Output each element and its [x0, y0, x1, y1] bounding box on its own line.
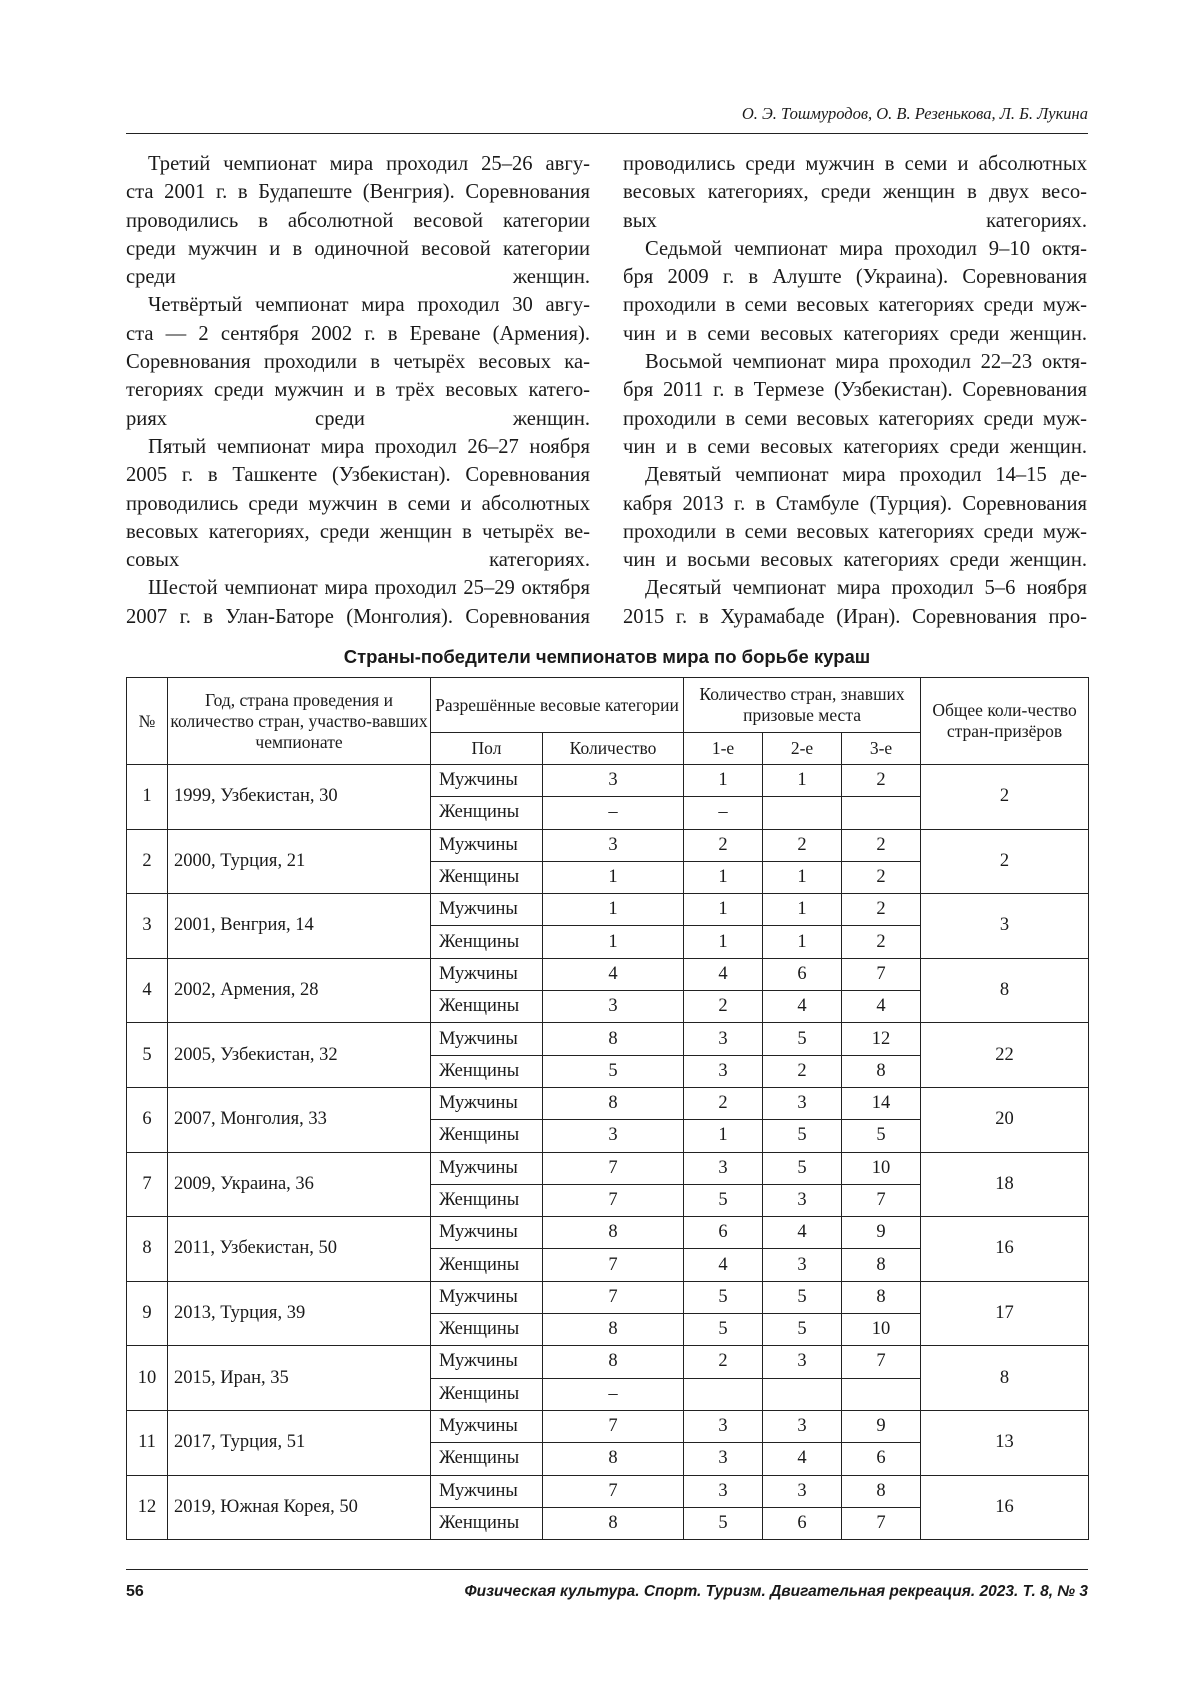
page-number: 56	[126, 1583, 144, 1600]
place-2-cell: 3	[763, 1249, 842, 1281]
row-number-cell: 11	[127, 1410, 168, 1475]
total-cell: 13	[921, 1410, 1089, 1475]
sex-cell: Женщины	[431, 1249, 543, 1281]
place-3-cell: 9	[842, 1217, 921, 1249]
place-1-cell: 5	[684, 1314, 763, 1346]
place-3-cell: 9	[842, 1410, 921, 1442]
place-3-cell	[842, 797, 921, 829]
place-1-cell: 1	[684, 861, 763, 893]
sex-cell: Мужчины	[431, 1152, 543, 1184]
paragraph: Десятый чемпионат мира проходил 5–6 ноября 2015 г. в Хурамабаде (Иран). Соревнования про-	[623, 577, 1087, 628]
place-1-cell: 2	[684, 991, 763, 1023]
event-cell: 1999, Узбекистан, 30	[168, 765, 431, 830]
total-cell: 2	[921, 829, 1089, 894]
place-2-cell: 4	[763, 991, 842, 1023]
place-3-cell	[842, 1378, 921, 1410]
place-3-cell: 2	[842, 861, 921, 893]
place-3-cell: 10	[842, 1314, 921, 1346]
sex-cell: Мужчины	[431, 1023, 543, 1055]
sex-cell: Мужчины	[431, 1475, 543, 1507]
place-2-cell: 1	[763, 894, 842, 926]
place-3-cell: 14	[842, 1087, 921, 1119]
paragraph: Восьмой чемпионат мира проходил 22–23 октя- бря 2011 г. в Термезе (Узбекистан). Соревнования проходили в семи весовых категориях среди муж- чин и в семи весовых категориях среди женщин.	[623, 351, 1087, 458]
place-2-cell: 4	[763, 1217, 842, 1249]
sex-cell: Мужчины	[431, 1087, 543, 1119]
paragraph: Седьмой чемпионат мира проходил 9–10 октя- бря 2009 г. в Алуште (Украина). Соревнования проходили в семи весовых категориях среди муж- чин и в семи весовых категориях среди женщин.	[623, 237, 1087, 345]
category-count-cell: 8	[543, 1314, 684, 1346]
sex-cell: Женщины	[431, 1378, 543, 1410]
category-count-cell: 1	[543, 894, 684, 926]
place-1-cell: 1	[684, 765, 763, 797]
table-row	[127, 1346, 1089, 1378]
category-count-cell: 7	[543, 1249, 684, 1281]
paragraph: Пятый чемпионат мира проходил 26–27 ноября 2005 г. в Ташкенте (Узбекистан). Соревнования проводились среди мужчин в семи и абсолютных весовых категориях, среди женщин в четырёх ве- совых категориях.	[126, 435, 590, 572]
place-3-cell: 6	[842, 1443, 921, 1475]
right-text-column	[623, 150, 1087, 631]
category-count-cell: 4	[543, 958, 684, 990]
sex-cell: Женщины	[431, 1443, 543, 1475]
sex-cell: Мужчины	[431, 765, 543, 797]
category-count-cell: 8	[543, 1443, 684, 1475]
header-total: Общее коли-чество стран-призёров	[921, 678, 1089, 765]
place-1-cell: 3	[684, 1023, 763, 1055]
event-cell: 2009, Украина, 36	[168, 1152, 431, 1217]
place-3-cell: 8	[842, 1475, 921, 1507]
place-3-cell: 4	[842, 991, 921, 1023]
table-row	[127, 1410, 1089, 1442]
place-1-cell: 3	[684, 1410, 763, 1442]
row-number-cell: 9	[127, 1281, 168, 1346]
paragraph: Четвёртый чемпионат мира проходил 30 авгу- ста — 2 сентября 2002 г. в Ереване (Армения). Соревнования проходили в четырёх весовых ка- тегориях среди мужчин и в трёх весовых катего- риях среди женщин.	[126, 294, 590, 430]
sex-cell: Женщины	[431, 1055, 543, 1087]
place-1-cell: 4	[684, 958, 763, 990]
sex-cell: Мужчины	[431, 958, 543, 990]
total-cell: 16	[921, 1475, 1089, 1540]
table-row	[127, 1152, 1089, 1184]
paragraph: Шестой чемпионат мира проходил 25–29 октября 2007 г. в Улан-Баторе (Монголия). Соревнования	[126, 577, 590, 628]
place-1-cell: 1	[684, 926, 763, 958]
place-1-cell: 6	[684, 1217, 763, 1249]
table-row	[127, 765, 1089, 797]
row-number-cell: 10	[127, 1346, 168, 1411]
category-count-cell: 5	[543, 1055, 684, 1087]
sex-cell: Женщины	[431, 1507, 543, 1539]
category-count-cell: –	[543, 1378, 684, 1410]
place-1-cell: 3	[684, 1152, 763, 1184]
place-2-cell: 5	[763, 1314, 842, 1346]
place-1-cell: 3	[684, 1443, 763, 1475]
event-cell: 2019, Южная Корея, 50	[168, 1475, 431, 1540]
total-cell: 16	[921, 1217, 1089, 1282]
sex-cell: Мужчины	[431, 894, 543, 926]
place-2-cell: 3	[763, 1410, 842, 1442]
place-1-cell: –	[684, 797, 763, 829]
place-1-cell: 4	[684, 1249, 763, 1281]
header-count: Количество	[543, 733, 684, 765]
row-number-cell: 6	[127, 1087, 168, 1152]
category-count-cell: 7	[543, 1152, 684, 1184]
place-3-cell: 2	[842, 894, 921, 926]
sex-cell: Мужчины	[431, 1410, 543, 1442]
place-3-cell: 7	[842, 958, 921, 990]
category-count-cell: 3	[543, 1120, 684, 1152]
place-1-cell	[684, 1378, 763, 1410]
left-text-column	[126, 150, 590, 631]
paragraph: Третий чемпионат мира проходил 25–26 авгу- ста 2001 г. в Будапеште (Венгрия). Соревнования проводились в абсолютной весовой категории среди мужчин и в одиночной весовой категории среди женщин.	[126, 153, 590, 289]
category-count-cell: 1	[543, 861, 684, 893]
place-1-cell: 2	[684, 829, 763, 861]
total-cell: 22	[921, 1023, 1089, 1088]
table-row	[127, 958, 1089, 990]
header-year-country: Год, страна проведения и количество стран, участво-вавших чемпионате	[168, 678, 431, 765]
category-count-cell: 3	[543, 765, 684, 797]
event-cell: 2007, Монголия, 33	[168, 1087, 431, 1152]
table-row	[127, 1475, 1089, 1507]
category-count-cell: 7	[543, 1475, 684, 1507]
header-categories: Разрешённые весовые категории	[431, 678, 684, 733]
header-num: №	[127, 678, 168, 765]
place-2-cell: 1	[763, 926, 842, 958]
event-cell: 2017, Турция, 51	[168, 1410, 431, 1475]
category-count-cell: –	[543, 797, 684, 829]
results-table	[126, 677, 1089, 1540]
event-cell: 2011, Узбекистан, 50	[168, 1217, 431, 1282]
category-count-cell: 8	[543, 1087, 684, 1119]
sex-cell: Мужчины	[431, 1281, 543, 1313]
place-2-cell: 5	[763, 1023, 842, 1055]
place-3-cell: 5	[842, 1120, 921, 1152]
place-2-cell: 5	[763, 1120, 842, 1152]
total-cell: 2	[921, 765, 1089, 830]
place-1-cell: 1	[684, 1120, 763, 1152]
category-count-cell: 3	[543, 829, 684, 861]
sex-cell: Мужчины	[431, 1346, 543, 1378]
place-3-cell: 10	[842, 1152, 921, 1184]
place-2-cell	[763, 1378, 842, 1410]
event-cell: 2002, Армения, 28	[168, 958, 431, 1023]
place-1-cell: 2	[684, 1346, 763, 1378]
total-cell: 8	[921, 1346, 1089, 1411]
sex-cell: Мужчины	[431, 1217, 543, 1249]
row-number-cell: 2	[127, 829, 168, 894]
total-cell: 8	[921, 958, 1089, 1023]
place-2-cell: 1	[763, 765, 842, 797]
place-2-cell	[763, 797, 842, 829]
row-number-cell: 3	[127, 894, 168, 959]
place-1-cell: 5	[684, 1184, 763, 1216]
footer-divider	[126, 1569, 1088, 1570]
category-count-cell: 1	[543, 926, 684, 958]
place-2-cell: 3	[763, 1184, 842, 1216]
place-2-cell: 1	[763, 861, 842, 893]
sex-cell: Женщины	[431, 861, 543, 893]
category-count-cell: 8	[543, 1346, 684, 1378]
table-row	[127, 1281, 1089, 1313]
row-number-cell: 7	[127, 1152, 168, 1217]
table-row	[127, 1023, 1089, 1055]
header-place-2: 2-е	[763, 733, 842, 765]
header-place-1: 1-е	[684, 733, 763, 765]
paragraph: Девятый чемпионат мира проходил 14–15 де- кабря 2013 г. в Стамбуле (Турция). Соревнования проходили в семи весовых категориях среди муж- чин и восьми весовых категориях среди женщин.	[623, 464, 1087, 572]
event-cell: 2005, Узбекистан, 32	[168, 1023, 431, 1088]
category-count-cell: 7	[543, 1410, 684, 1442]
table-title: Страны-победители чемпионатов мира по борьбе кураш	[343, 646, 871, 667]
row-number-cell: 1	[127, 765, 168, 830]
place-3-cell: 2	[842, 926, 921, 958]
event-cell: 2001, Венгрия, 14	[168, 894, 431, 959]
header-place-3: 3-е	[842, 733, 921, 765]
place-3-cell: 7	[842, 1184, 921, 1216]
table-row	[127, 1217, 1089, 1249]
table-row	[127, 894, 1089, 926]
place-3-cell: 8	[842, 1249, 921, 1281]
paragraph: проводились среди мужчин в семи и абсолютных весовых категориях, среди женщин в двух весо- вых категориях.	[623, 153, 1087, 232]
place-2-cell: 5	[763, 1152, 842, 1184]
header-sex: Пол	[431, 733, 543, 765]
event-cell: 2013, Турция, 39	[168, 1281, 431, 1346]
place-2-cell: 2	[763, 829, 842, 861]
row-number-cell: 5	[127, 1023, 168, 1088]
header-countries-places: Количество стран, знавших призовые места	[684, 678, 921, 733]
row-number-cell: 4	[127, 958, 168, 1023]
place-1-cell: 3	[684, 1055, 763, 1087]
place-3-cell: 2	[842, 765, 921, 797]
sex-cell: Женщины	[431, 991, 543, 1023]
total-cell: 18	[921, 1152, 1089, 1217]
place-1-cell: 1	[684, 894, 763, 926]
place-2-cell: 3	[763, 1346, 842, 1378]
row-number-cell: 12	[127, 1475, 168, 1540]
total-cell: 20	[921, 1087, 1089, 1152]
running-head-authors: О. Э. Тошмуродов, О. В. Резенькова, Л. Б. Лукина	[741, 104, 1088, 123]
category-count-cell: 8	[543, 1217, 684, 1249]
place-1-cell: 3	[684, 1475, 763, 1507]
place-2-cell: 5	[763, 1281, 842, 1313]
sex-cell: Мужчины	[431, 829, 543, 861]
place-3-cell: 7	[842, 1346, 921, 1378]
place-3-cell: 8	[842, 1055, 921, 1087]
row-number-cell: 8	[127, 1217, 168, 1282]
place-3-cell: 7	[842, 1507, 921, 1539]
place-3-cell: 2	[842, 829, 921, 861]
header-divider	[126, 133, 1088, 134]
event-cell: 2000, Турция, 21	[168, 829, 431, 894]
place-1-cell: 5	[684, 1507, 763, 1539]
category-count-cell: 8	[543, 1023, 684, 1055]
table-row	[127, 1087, 1089, 1119]
place-2-cell: 3	[763, 1475, 842, 1507]
category-count-cell: 8	[543, 1507, 684, 1539]
event-cell: 2015, Иран, 35	[168, 1346, 431, 1411]
place-2-cell: 3	[763, 1087, 842, 1119]
place-1-cell: 2	[684, 1087, 763, 1119]
sex-cell: Женщины	[431, 926, 543, 958]
place-1-cell: 5	[684, 1281, 763, 1313]
journal-citation: Физическая культура. Спорт. Туризм. Двигательная рекреация. 2023. Т. 8, № 3	[464, 1583, 1088, 1600]
sex-cell: Женщины	[431, 1184, 543, 1216]
total-cell: 3	[921, 894, 1089, 959]
category-count-cell: 7	[543, 1184, 684, 1216]
place-3-cell: 12	[842, 1023, 921, 1055]
place-3-cell: 8	[842, 1281, 921, 1313]
place-2-cell: 4	[763, 1443, 842, 1475]
category-count-cell: 3	[543, 991, 684, 1023]
sex-cell: Женщины	[431, 1120, 543, 1152]
place-2-cell: 2	[763, 1055, 842, 1087]
sex-cell: Женщины	[431, 1314, 543, 1346]
place-2-cell: 6	[763, 958, 842, 990]
place-2-cell: 6	[763, 1507, 842, 1539]
total-cell: 17	[921, 1281, 1089, 1346]
sex-cell: Женщины	[431, 797, 543, 829]
table-row	[127, 829, 1089, 861]
category-count-cell: 7	[543, 1281, 684, 1313]
